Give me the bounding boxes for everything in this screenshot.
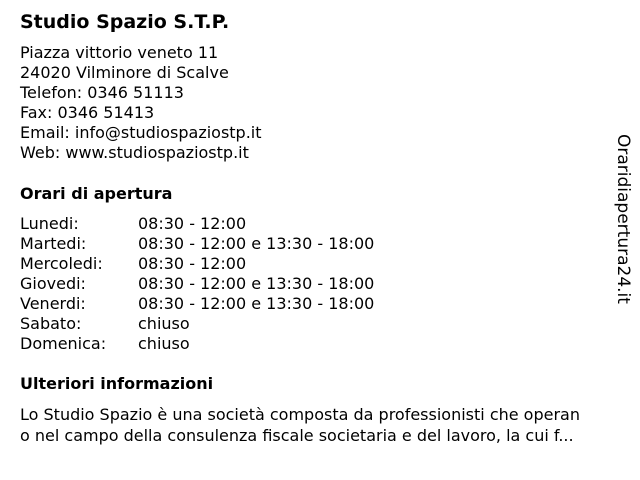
hours-day: Mercoledi: xyxy=(20,254,103,273)
watermark xyxy=(612,134,636,314)
contact-block xyxy=(20,43,262,163)
hours-row-monday xyxy=(20,214,374,234)
hours-day: Sabato: xyxy=(20,314,82,333)
phone-number: Telefon: 0346 51113 xyxy=(20,83,184,102)
hours-time: 08:30 - 12:00 e 13:30 - 18:00 xyxy=(138,274,375,293)
business-name: Studio Spazio S.T.P. xyxy=(20,11,230,33)
hours-row-tuesday xyxy=(20,234,374,254)
hours-row-wednesday xyxy=(20,254,374,274)
watermark-text: Oraridiapertura24.it xyxy=(613,134,633,304)
website: Web: www.studiospaziostp.it xyxy=(20,143,249,162)
hours-day: Martedi: xyxy=(20,234,87,253)
hours-row-saturday xyxy=(20,314,374,334)
address-city: 24020 Vilminore di Scalve xyxy=(20,63,229,82)
hours-day: Giovedi: xyxy=(20,274,86,293)
hours-row-sunday xyxy=(20,334,374,354)
hours-time: 08:30 - 12:00 xyxy=(138,214,247,233)
hours-day: Lunedi: xyxy=(20,214,79,233)
hours-time: chiuso xyxy=(138,334,190,353)
description-line: Lo Studio Spazio è una società composta da professionisti che operan xyxy=(20,405,580,424)
hours-day: Domenica: xyxy=(20,334,107,353)
address-street: Piazza vittorio veneto 11 xyxy=(20,43,219,62)
hours-time: 08:30 - 12:00 e 13:30 - 18:00 xyxy=(138,234,375,253)
description-text xyxy=(20,404,626,446)
fax-number: Fax: 0346 51413 xyxy=(20,103,155,122)
email-address: Email: info@studiospaziostp.it xyxy=(20,123,262,142)
hours-time: 08:30 - 12:00 xyxy=(138,254,247,273)
hours-heading: Orari di apertura xyxy=(20,184,173,203)
info-heading: Ulteriori informazioni xyxy=(20,374,214,393)
hours-time: 08:30 - 12:00 e 13:30 - 18:00 xyxy=(138,294,375,313)
description-line: o nel campo della consulenza fiscale societaria e del lavoro, la cui f... xyxy=(20,426,574,445)
hours-time: chiuso xyxy=(138,314,190,333)
hours-row-thursday xyxy=(20,274,374,294)
hours-row-friday xyxy=(20,294,374,314)
opening-hours-table xyxy=(20,214,374,354)
hours-day: Venerdi: xyxy=(20,294,86,313)
